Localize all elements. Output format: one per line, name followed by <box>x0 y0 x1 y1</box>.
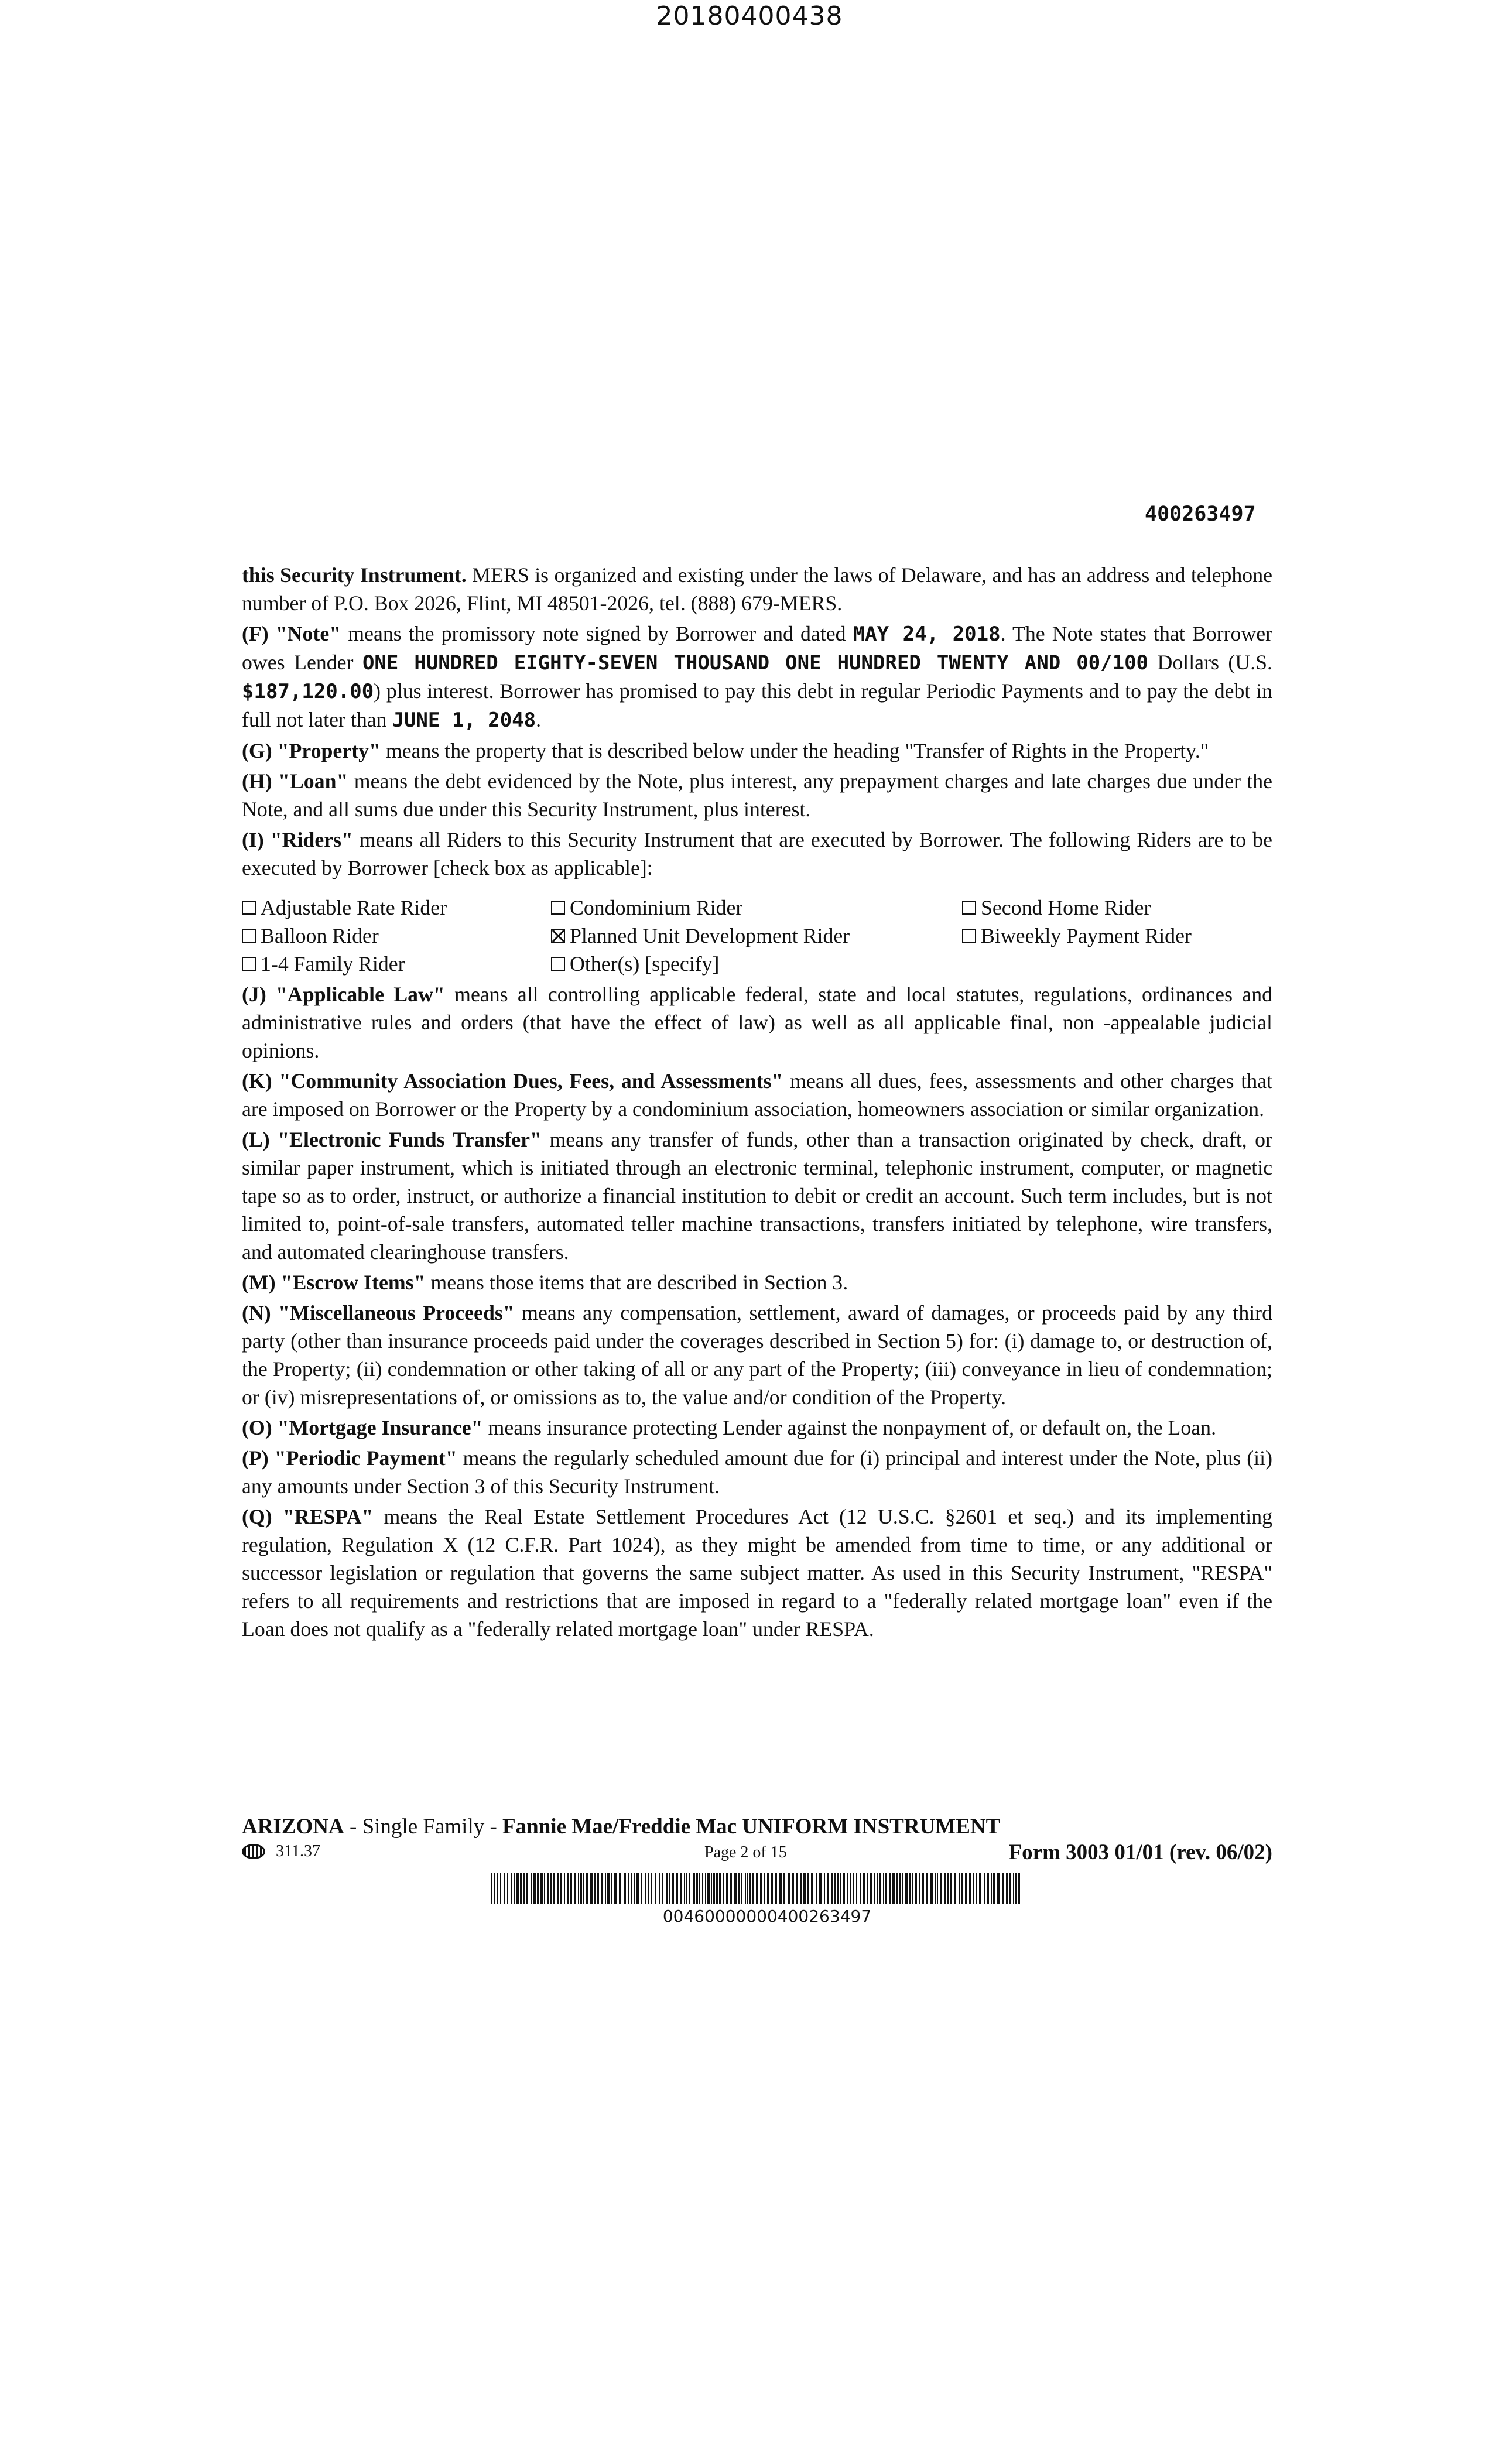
barcode-bar <box>993 1873 995 1904</box>
barcode-bar <box>713 1873 715 1904</box>
rider-label: Adjustable Rate Rider <box>261 896 447 919</box>
barcode-bar <box>937 1873 938 1904</box>
barcode-bar <box>497 1873 498 1904</box>
definition-label: (I) "Riders" <box>242 828 353 851</box>
definition-text: means the property that is described below under the heading "Transfer of Rights in the Property." <box>380 739 1209 762</box>
barcode-bar <box>807 1873 809 1904</box>
barcode-bar <box>792 1873 794 1904</box>
barcode-bar <box>750 1873 751 1904</box>
definition-text: means any compensation, settlement, award of damages, or proceeds paid by any third party (other than insurance proceeds paid under the coverages described in Section 5) for: (i) damage to, or destruction of, the Property; (ii) condemnation or other taking of all or any part of the Property; (iii) conveyance in lieu of condemnation; or (iv) misrepresentations of, or omissions as to, the value and/or condition of the Property. <box>242 1301 1272 1409</box>
barcode-bar <box>651 1873 652 1904</box>
barcode-bar <box>984 1873 985 1904</box>
barcode-bar <box>624 1873 626 1904</box>
barcode-bar <box>504 1873 505 1904</box>
barcode-bar <box>634 1873 635 1904</box>
barcode-bar <box>816 1873 817 1904</box>
definition-periodic-payment <box>242 1444 1272 1500</box>
rider-condominium[interactable] <box>551 894 962 922</box>
note-text: means the promissory note signed by Borrower and dated <box>341 622 853 645</box>
barcode-bar <box>557 1873 559 1904</box>
barcode-bar <box>734 1873 737 1904</box>
definition-text: means insurance protecting Lender against the nonpayment of, or default on, the Loan. <box>482 1416 1217 1439</box>
definition-loan <box>242 767 1272 823</box>
barcode-bar <box>1009 1873 1011 1904</box>
barcode-bar <box>863 1873 865 1904</box>
definition-text: means the debt evidenced by the Note, plus interest, any prepayment charges and late charges due under the Note, and all sums due under this Security Instrument, plus interest. <box>242 769 1272 821</box>
barcode-bar <box>954 1873 956 1904</box>
barcode-bar <box>494 1873 495 1904</box>
barcode-bar <box>631 1873 632 1904</box>
barcode-bar <box>605 1873 606 1904</box>
barcode-bar <box>680 1873 682 1904</box>
barcode-bar <box>583 1873 584 1904</box>
barcode-bar <box>1006 1873 1008 1904</box>
barcode-bar <box>580 1873 582 1904</box>
barcode-bar <box>711 1873 712 1904</box>
definition-text: means the Real Estate Settlement Procedures Act (12 U.S.C. §2601 et seq.) and its implementing regulation, Regulation X (12 C.F.R. Part 1024), as they might be amended from time to time, or any additional or successor legislation or regulation that governs the same subject matter. As used in this Security Instrument, "RESPA" refers to all requirements and restrictions that are imposed in regard to a "federally related mortgage loan" even if the Loan does not qualify as a "federally related mortgage loan" under RESPA. <box>242 1505 1272 1641</box>
rider-others[interactable] <box>551 950 962 978</box>
barcode-bar <box>775 1873 777 1904</box>
rider-label: 1-4 Family Rider <box>261 952 405 976</box>
barcode-number: 00460000000400263497 <box>662 1907 872 1926</box>
definition-text: means any transfer of funds, other than a transaction originated by check, draft, or similar paper instrument, which is initiated through an electronic terminal, telephonic instrument, computer, or magnetic tape so as to order, instruct, or authorize a financial institution to debit or credit an account. Such term includes, but is not limited to, point-of-sale transfers, automated teller machine transactions, transfers initiated by telephone, wire transfers, and automated clearinghouse transfers. <box>242 1128 1272 1264</box>
barcode-bar <box>944 1873 946 1904</box>
barcode-bar <box>611 1873 612 1904</box>
barcode-bar <box>912 1873 913 1904</box>
definition-label: (K) "Community Association Dues, Fees, and Assessments" <box>242 1069 783 1093</box>
note-label: (F) "Note" <box>242 622 341 645</box>
barcode-bar <box>702 1873 703 1904</box>
checkbox-icon[interactable] <box>962 929 976 943</box>
barcode-bar <box>693 1873 695 1904</box>
recording-number: 20180400438 <box>656 1 843 31</box>
barcode-bar <box>659 1873 660 1904</box>
barcode-bar <box>526 1873 528 1904</box>
barcode-bar <box>896 1873 898 1904</box>
barcode-bar <box>540 1873 543 1904</box>
barcode-bar <box>935 1873 936 1904</box>
barcode-bar <box>707 1873 710 1904</box>
barcode-bar <box>537 1873 539 1904</box>
barcode-bar <box>853 1873 854 1904</box>
definition-label: (H) "Loan" <box>242 769 348 793</box>
barcode-bar <box>947 1873 949 1904</box>
definition-miscellaneous-proceeds <box>242 1299 1272 1411</box>
barcode-bar <box>553 1873 555 1904</box>
definition-label: (Q) "RESPA" <box>242 1505 374 1528</box>
barcode-bar <box>567 1873 569 1904</box>
definition-applicable-law <box>242 980 1272 1065</box>
barcode-bar <box>771 1873 773 1904</box>
barcode-bar <box>997 1873 1000 1904</box>
barcode-bar <box>874 1873 875 1904</box>
barcode-bar <box>915 1873 917 1904</box>
document-body <box>242 561 1272 1645</box>
barcode-bar <box>752 1873 754 1904</box>
definition-label: (P) "Periodic Payment" <box>242 1446 457 1470</box>
barcode-bar <box>560 1873 562 1904</box>
barcode-bar <box>824 1873 825 1904</box>
barcode-bar <box>719 1873 721 1904</box>
form-number: Form 3003 01/01 (rev. 06/02) <box>1008 1840 1272 1864</box>
barcode-bar <box>641 1873 642 1904</box>
barcode-bar <box>578 1873 579 1904</box>
checkbox-icon[interactable] <box>242 929 256 943</box>
barcode-bar <box>544 1873 545 1904</box>
barcode-bar <box>574 1873 576 1904</box>
barcode-bar <box>533 1873 536 1904</box>
barcode-bar <box>850 1873 851 1904</box>
loan-number: 400263497 <box>1145 502 1256 526</box>
definition-property <box>242 737 1272 765</box>
checkbox-icon[interactable] <box>551 901 565 915</box>
barcode-icon <box>491 1873 1025 1904</box>
barcode-bar <box>827 1873 829 1904</box>
barcode-bar <box>655 1873 656 1904</box>
barcode-bar <box>716 1873 718 1904</box>
barcode-bar <box>747 1873 748 1904</box>
note-text: Dollars (U.S. <box>1148 651 1273 674</box>
checkbox-icon[interactable] <box>242 901 256 915</box>
barcode-bar <box>950 1873 952 1904</box>
barcode-bar <box>961 1873 963 1904</box>
footer-state: ARIZONA <box>242 1815 344 1839</box>
rider-1-4-family[interactable] <box>242 950 551 978</box>
barcode-bar <box>976 1873 977 1904</box>
definition-label: (G) "Property" <box>242 739 381 762</box>
rider-label: Second Home Rider <box>981 896 1151 919</box>
barcode-bar <box>520 1873 522 1904</box>
barcode-bar <box>902 1873 903 1904</box>
barcode-bar <box>940 1873 942 1904</box>
barcode-bar <box>899 1873 901 1904</box>
barcode-bar <box>738 1873 740 1904</box>
rider-biweekly-payment[interactable] <box>962 922 1272 950</box>
rider-label: Balloon Rider <box>261 924 379 947</box>
note-text: ) plus interest. Borrower has promised to pay this debt in regular Periodic Payments and to pay the debt in full not later than <box>242 679 1272 731</box>
barcode-bar <box>597 1873 599 1904</box>
barcode-bar <box>889 1873 891 1904</box>
definition-label: (M) "Escrow Items" <box>242 1271 426 1294</box>
barcode-bar <box>676 1873 678 1904</box>
barcode-bar <box>684 1873 685 1904</box>
barcode-bar <box>550 1873 552 1904</box>
checkbox-icon[interactable] <box>551 957 565 971</box>
barcode-bar <box>870 1873 872 1904</box>
barcode-bar <box>796 1873 798 1904</box>
barcode-bar <box>672 1873 674 1904</box>
barcode-bar <box>601 1873 603 1904</box>
definition-text: means all controlling applicable federal, state and local statutes, regulations, ordinances and administrative rules and orders (that have the effect of law) as well as all applicable final, non -appealable judicial opinions. <box>242 983 1272 1062</box>
rider-second-home[interactable] <box>962 894 1272 922</box>
barcode-bar <box>645 1873 646 1904</box>
definition-community-association-dues <box>242 1067 1272 1123</box>
barcode-bar <box>909 1873 911 1904</box>
barcode-bar <box>856 1873 857 1904</box>
barcode-bar <box>586 1873 588 1904</box>
barcode-bar <box>760 1873 762 1904</box>
page-number: Page 2 of 15 <box>704 1843 787 1861</box>
rider-label: Other(s) [specify] <box>570 952 720 976</box>
note-maturity-date: JUNE 1, 2048 <box>392 709 536 732</box>
barcode-bar <box>885 1873 887 1904</box>
barcode-bar <box>843 1873 845 1904</box>
barcode-bar <box>547 1873 549 1904</box>
note-amount: $187,120.00 <box>242 680 374 703</box>
barcode-bar <box>764 1873 765 1904</box>
barcode-bar <box>516 1873 519 1904</box>
definition-text: means those items that are described in Section 3. <box>425 1271 848 1294</box>
barcode-bar <box>800 1873 802 1904</box>
rider-label: Planned Unit Development Rider <box>570 924 850 947</box>
barcode-bar <box>811 1873 813 1904</box>
barcode-bar <box>666 1873 668 1904</box>
intro-text: MERS is organized and existing under the laws of Delaware, and has an address and telephone number of P.O. Box 2026, Flint, MI 48501-2026, tel. (888) 679-MERS. <box>242 563 1272 615</box>
barcode-bar <box>723 1873 724 1904</box>
barcode-bar <box>860 1873 861 1904</box>
definition-label: (J) "Applicable Law" <box>242 983 445 1006</box>
definition-riders <box>242 826 1272 882</box>
note-amount-words: ONE HUNDRED EIGHTY-SEVEN THOUSAND ONE HUNDRED TWENTY AND 00/100 <box>362 651 1149 675</box>
barcode-bar <box>756 1873 758 1904</box>
barcode-bar <box>803 1873 806 1904</box>
barcode-bar <box>507 1873 508 1904</box>
barcode-bar <box>614 1873 617 1904</box>
barcode-bar <box>883 1873 884 1904</box>
barcode-bar <box>619 1873 621 1904</box>
rider-label: Biweekly Payment Rider <box>981 924 1192 947</box>
barcode-bar <box>930 1873 933 1904</box>
barcode-bar <box>491 1873 492 1904</box>
barcode-bar <box>648 1873 649 1904</box>
definition-label: (L) "Electronic Funds Transfer" <box>242 1128 542 1151</box>
intro-paragraph <box>242 561 1272 617</box>
barcode-bar <box>1013 1873 1014 1904</box>
checkbox-icon[interactable] <box>242 957 256 971</box>
barcode-bar <box>905 1873 908 1904</box>
footer-row <box>242 1842 1272 1868</box>
barcode-bar <box>628 1873 629 1904</box>
barcode-bar <box>837 1873 839 1904</box>
barcode-bar <box>922 1873 924 1904</box>
definition-label: (O) "Mortgage Insurance" <box>242 1416 483 1439</box>
note-date: MAY 24, 2018 <box>853 622 1001 646</box>
rider-balloon[interactable] <box>242 922 551 950</box>
definition-mortgage-insurance <box>242 1414 1272 1442</box>
barcode-bar <box>689 1873 690 1904</box>
barcode-bar <box>730 1873 732 1904</box>
barcode-bar <box>570 1873 572 1904</box>
barcode-bar <box>991 1873 992 1904</box>
barcode-bar <box>926 1873 928 1904</box>
definition-respa <box>242 1503 1272 1643</box>
definition-note <box>242 620 1272 734</box>
barcode-bar <box>877 1873 878 1904</box>
barcode-bar <box>892 1873 895 1904</box>
form-provider-logo-icon <box>242 1844 265 1859</box>
barcode-bar <box>564 1873 565 1904</box>
barcode-bar <box>531 1873 532 1904</box>
barcode-bar <box>779 1873 782 1904</box>
barcode-bar <box>919 1873 920 1904</box>
barcode-bar <box>819 1873 822 1904</box>
barcode-bar <box>973 1873 974 1904</box>
footer-mid: - Single Family - <box>344 1815 503 1839</box>
form-code-text: 311.37 <box>276 1842 320 1860</box>
barcode-bar <box>1002 1873 1004 1904</box>
footer-title <box>242 1814 1000 1839</box>
checked-checkbox-icon[interactable] <box>551 929 565 943</box>
barcode-bar <box>847 1873 848 1904</box>
footer-form-name: Fannie Mae/Freddie Mac UNIFORM INSTRUMENT <box>502 1815 1001 1839</box>
barcode-bar <box>879 1873 881 1904</box>
barcode-bar <box>867 1873 868 1904</box>
barcode-bar <box>590 1873 593 1904</box>
riders-checklist <box>242 894 1272 978</box>
barcode-bar <box>788 1873 790 1904</box>
barcode-bar <box>834 1873 836 1904</box>
barcode-bar <box>669 1873 670 1904</box>
barcode-bar <box>514 1873 515 1904</box>
intro-label: this Security Instrument. <box>242 563 467 587</box>
definition-text: means all dues, fees, assessments and other charges that are imposed on Borrower or the Property by a condominium association, homeowners association or similar organization. <box>242 1069 1272 1121</box>
definition-text: means all Riders to this Security Instrument that are executed by Borrower. The following Riders are to be executed by Borrower [check box as applicable]: <box>242 828 1272 879</box>
barcode-bar <box>1015 1873 1017 1904</box>
barcode-bar <box>1018 1873 1020 1904</box>
definition-label: (N) "Miscellaneous Proceeds" <box>242 1301 515 1325</box>
barcode-bar <box>959 1873 960 1904</box>
definition-text: means the regularly scheduled amount due for (i) principal and interest under the Note, plus (ii) any amounts under Section 3 of this Security Instrument. <box>242 1446 1272 1498</box>
barcode-bar <box>523 1873 525 1904</box>
rider-adjustable-rate[interactable] <box>242 894 551 922</box>
note-text: . <box>536 708 542 731</box>
barcode-bar <box>745 1873 746 1904</box>
barcode-bar <box>511 1873 512 1904</box>
barcode-bar <box>686 1873 687 1904</box>
barcode-bar <box>662 1873 663 1904</box>
barcode-bar <box>594 1873 596 1904</box>
rider-label: Condominium Rider <box>570 896 743 919</box>
barcode-bar <box>965 1873 967 1904</box>
barcode-bar <box>726 1873 728 1904</box>
barcode-bar <box>767 1873 769 1904</box>
barcode-bar <box>696 1873 698 1904</box>
barcode-bar <box>969 1873 971 1904</box>
barcode-bar <box>741 1873 742 1904</box>
barcode-bar <box>636 1873 639 1904</box>
barcode-bar <box>840 1873 841 1904</box>
barcode-bar <box>500 1873 501 1904</box>
barcode-bar <box>705 1873 706 1904</box>
note-text: . The Note states that Borrower owes Lender <box>242 622 1273 674</box>
barcode-bar <box>979 1873 981 1904</box>
barcode-bar <box>987 1873 989 1904</box>
rider-planned-unit-development[interactable] <box>551 922 962 950</box>
definition-escrow-items <box>242 1268 1272 1296</box>
barcode-bar <box>699 1873 700 1904</box>
barcode-bar <box>607 1873 610 1904</box>
barcode-bar <box>783 1873 785 1904</box>
form-code <box>242 1842 320 1861</box>
checkbox-icon[interactable] <box>962 901 976 915</box>
definition-electronic-funds-transfer <box>242 1125 1272 1266</box>
barcode-bar <box>831 1873 833 1904</box>
